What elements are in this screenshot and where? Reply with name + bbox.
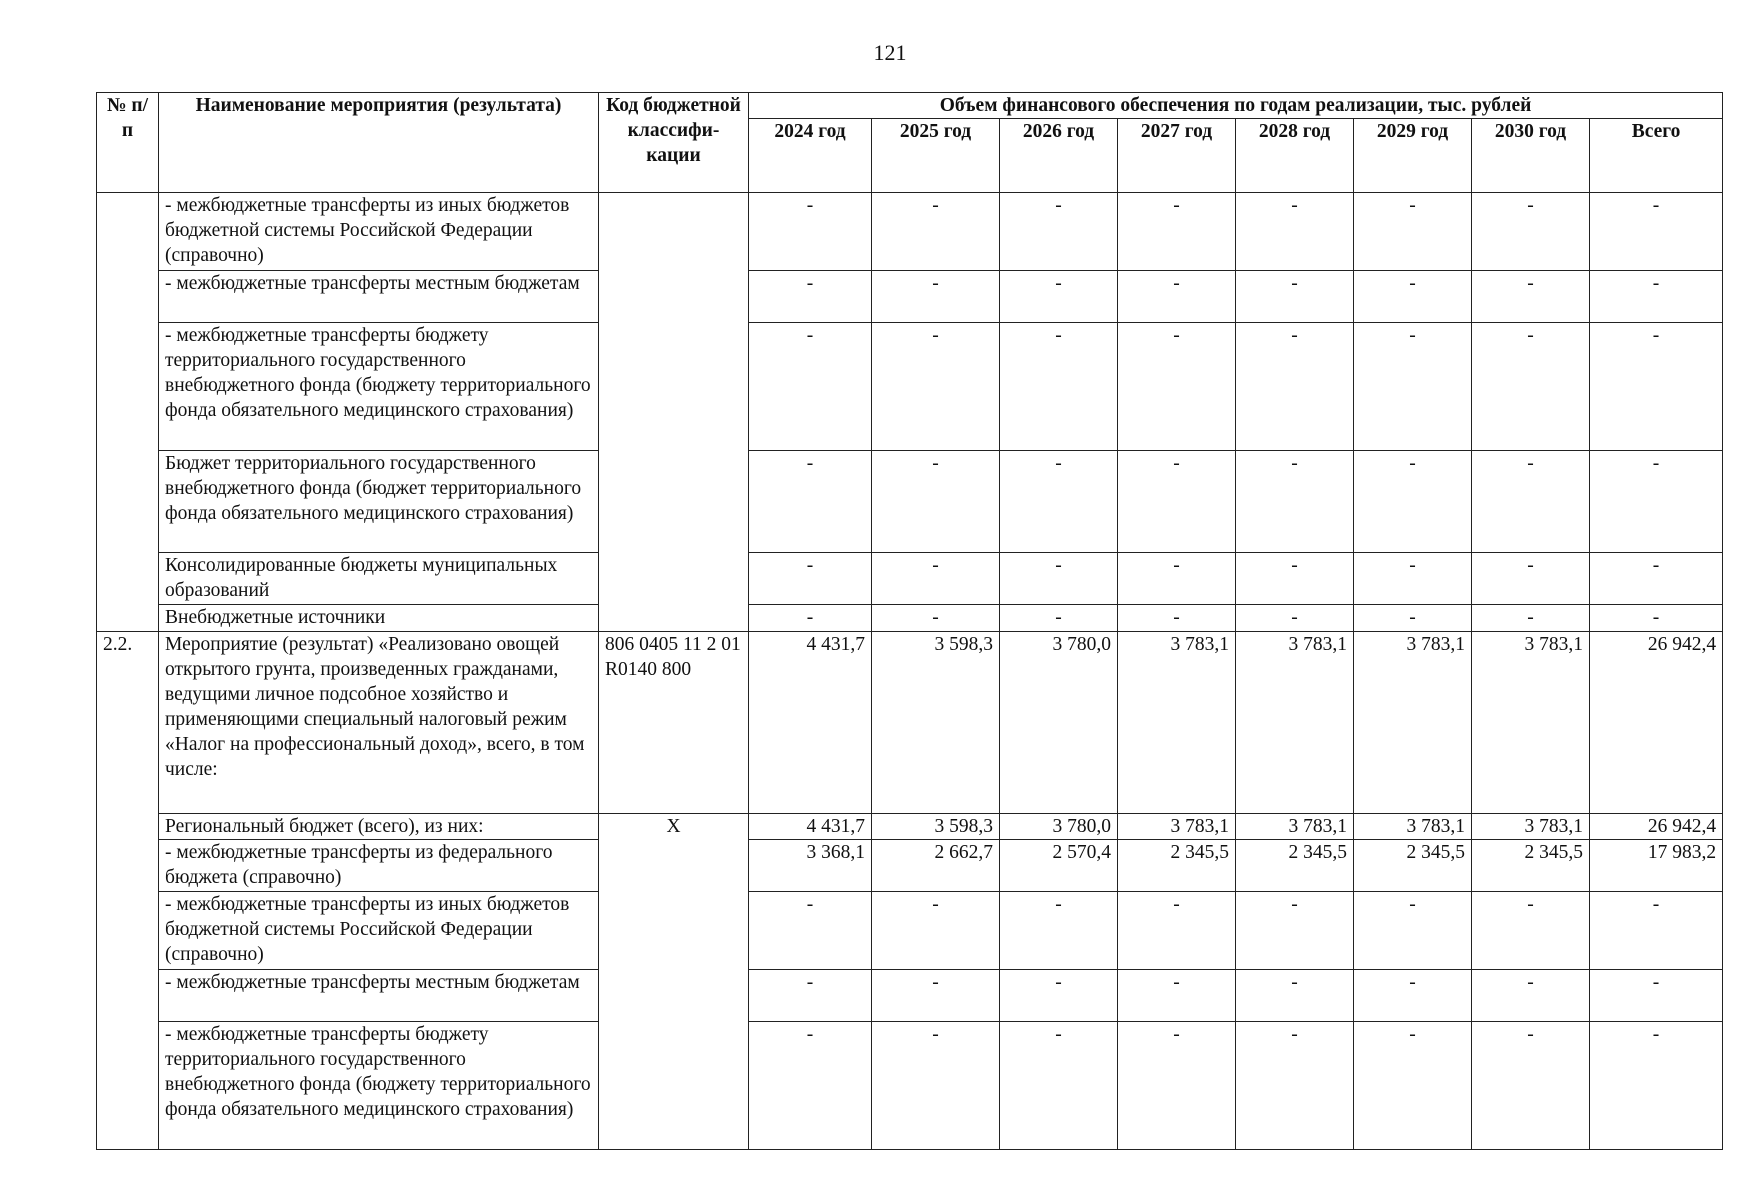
value-cell: 3 783,1 (1472, 814, 1590, 840)
header-name: Наименование мероприятия (результата) (159, 93, 599, 193)
value-cell: - (1236, 605, 1354, 632)
value-cell: - (1354, 1022, 1472, 1150)
header-year: 2024 год (749, 119, 872, 193)
value-cell: - (1590, 605, 1723, 632)
value-cell: 4 431,7 (749, 814, 872, 840)
value-cell: 3 780,0 (1000, 814, 1118, 840)
value-cell: - (1354, 193, 1472, 271)
table-row (97, 892, 1723, 970)
table-row (97, 840, 1723, 892)
value-cell: - (872, 193, 1000, 271)
header-year: 2029 год (1354, 119, 1472, 193)
value-cell: - (1590, 323, 1723, 451)
value-cell: 3 783,1 (1354, 814, 1472, 840)
value-cell: - (1354, 970, 1472, 1022)
value-cell: - (1118, 892, 1236, 970)
value-cell: - (749, 193, 872, 271)
row-name: - межбюджетные трансферты бюджету территориального государственного внебюджетного фонда (бюджету территориального фонда обязательного медицинского страхования) (159, 323, 599, 451)
value-cell: - (1590, 1022, 1723, 1150)
value-cell: 3 783,1 (1118, 632, 1236, 814)
value-cell: 3 368,1 (749, 840, 872, 892)
value-cell: 17 983,2 (1590, 840, 1723, 892)
value-cell: - (872, 271, 1000, 323)
value-cell: 2 345,5 (1354, 840, 1472, 892)
value-cell: 3 783,1 (1236, 814, 1354, 840)
value-cell: 4 431,7 (749, 632, 872, 814)
value-cell: - (1472, 553, 1590, 605)
header-number: № п/п (97, 93, 159, 193)
value-cell: - (749, 451, 872, 553)
value-cell: - (1236, 892, 1354, 970)
value-cell: - (872, 1022, 1000, 1150)
value-cell: - (1236, 193, 1354, 271)
value-cell: 3 783,1 (1354, 632, 1472, 814)
value-cell: - (872, 553, 1000, 605)
row-number (97, 193, 159, 632)
value-cell: - (1354, 451, 1472, 553)
value-cell: - (1590, 892, 1723, 970)
header-total: Всего (1590, 119, 1723, 193)
row-name: Консолидированные бюджеты муниципальных образований (159, 553, 599, 605)
row-name: - межбюджетные трансферты местным бюджетам (159, 970, 599, 1022)
row-name: - межбюджетные трансферты бюджету территориального государственного внебюджетного фонда (бюджету территориального фонда обязательного медицинского страхования) (159, 1022, 599, 1150)
value-cell: - (1472, 892, 1590, 970)
value-cell: - (749, 323, 872, 451)
table-row (97, 1022, 1723, 1150)
value-cell: - (1590, 451, 1723, 553)
header-code: Код бюджетной классифи-кации (599, 93, 749, 193)
row-code: 806 0405 11 2 01 R0140 800 (599, 632, 749, 814)
value-cell: - (872, 323, 1000, 451)
value-cell: - (1236, 271, 1354, 323)
value-cell: - (1118, 323, 1236, 451)
value-cell: - (1118, 553, 1236, 605)
value-cell: - (749, 605, 872, 632)
table-row (97, 451, 1723, 553)
row-name: - межбюджетные трансферты местным бюджетам (159, 271, 599, 323)
header-year: 2030 год (1472, 119, 1590, 193)
table-row (97, 605, 1723, 632)
value-cell: - (749, 970, 872, 1022)
value-cell: - (1000, 892, 1118, 970)
table-row (97, 271, 1723, 323)
value-cell: - (1000, 970, 1118, 1022)
row-name: Внебюджетные источники (159, 605, 599, 632)
row-name: Бюджет территориального государственного внебюджетного фонда (бюджет территориального фонда обязательного медицинского страхования) (159, 451, 599, 553)
value-cell: - (1472, 193, 1590, 271)
funding-table (96, 92, 1723, 1150)
value-cell: 2 662,7 (872, 840, 1000, 892)
value-cell: - (1236, 323, 1354, 451)
value-cell: - (1118, 970, 1236, 1022)
value-cell: - (1000, 193, 1118, 271)
value-cell: - (1118, 1022, 1236, 1150)
value-cell: - (1590, 193, 1723, 271)
value-cell: - (1354, 553, 1472, 605)
table-row (97, 553, 1723, 605)
value-cell: 3 598,3 (872, 632, 1000, 814)
table-row (97, 632, 1723, 814)
value-cell: 3 783,1 (1118, 814, 1236, 840)
value-cell: - (1590, 553, 1723, 605)
header-year: 2028 год (1236, 119, 1354, 193)
value-cell: - (1354, 892, 1472, 970)
value-cell: 3 783,1 (1236, 632, 1354, 814)
value-cell: - (749, 271, 872, 323)
value-cell: - (872, 451, 1000, 553)
value-cell: - (749, 553, 872, 605)
value-cell: - (1354, 323, 1472, 451)
value-cell: - (1472, 451, 1590, 553)
value-cell: - (1000, 605, 1118, 632)
value-cell: - (1590, 271, 1723, 323)
value-cell: - (1472, 970, 1590, 1022)
value-cell: - (872, 892, 1000, 970)
row-name: Мероприятие (результат) «Реализовано овощей открытого грунта, произведенных гражданами, ведущими личное подсобное хозяйство и применяющими специальный налоговый режим «Налог на профессиональный доход», всего, в том числе: (159, 632, 599, 814)
table-header (97, 93, 1723, 193)
value-cell: - (1000, 1022, 1118, 1150)
value-cell: - (1472, 323, 1590, 451)
value-cell: 26 942,4 (1590, 632, 1723, 814)
row-name: Региональный бюджет (всего), из них: (159, 814, 599, 840)
value-cell: - (749, 892, 872, 970)
row-name: - межбюджетные трансферты из иных бюджетов бюджетной системы Российской Федерации (справочно) (159, 193, 599, 271)
value-cell: - (1354, 271, 1472, 323)
value-cell: - (1000, 451, 1118, 553)
value-cell: 3 783,1 (1472, 632, 1590, 814)
value-cell: - (1118, 271, 1236, 323)
table-row (97, 323, 1723, 451)
row-name: - межбюджетные трансферты из иных бюджетов бюджетной системы Российской Федерации (справочно) (159, 892, 599, 970)
value-cell: - (1472, 605, 1590, 632)
value-cell: - (1000, 323, 1118, 451)
value-cell: - (1236, 451, 1354, 553)
value-cell: 2 345,5 (1236, 840, 1354, 892)
value-cell: - (749, 1022, 872, 1150)
value-cell: - (1236, 553, 1354, 605)
value-cell: - (1590, 970, 1723, 1022)
value-cell: 2 570,4 (1000, 840, 1118, 892)
value-cell: 3 598,3 (872, 814, 1000, 840)
value-cell: - (1472, 1022, 1590, 1150)
value-cell: 2 345,5 (1118, 840, 1236, 892)
header-funding: Объем финансового обеспечения по годам реализации, тыс. рублей (749, 93, 1723, 119)
value-cell: - (1118, 451, 1236, 553)
value-cell: - (872, 970, 1000, 1022)
value-cell: - (1354, 605, 1472, 632)
table-row (97, 193, 1723, 271)
page-number: 121 (873, 40, 907, 65)
value-cell: 26 942,4 (1590, 814, 1723, 840)
value-cell: - (1000, 271, 1118, 323)
row-name: - межбюджетные трансферты из федерального бюджета (справочно) (159, 840, 599, 892)
table-row (97, 970, 1723, 1022)
value-cell: - (1236, 1022, 1354, 1150)
row-code (599, 193, 749, 632)
value-cell: - (872, 605, 1000, 632)
row-code: X (599, 814, 749, 1150)
value-cell: - (1000, 553, 1118, 605)
table-row (97, 814, 1723, 840)
value-cell: - (1118, 605, 1236, 632)
header-year: 2027 год (1118, 119, 1236, 193)
value-cell: - (1472, 271, 1590, 323)
row-number: 2.2. (97, 632, 159, 1150)
value-cell: - (1236, 970, 1354, 1022)
value-cell: - (1118, 193, 1236, 271)
header-year: 2026 год (1000, 119, 1118, 193)
value-cell: 2 345,5 (1472, 840, 1590, 892)
value-cell: 3 780,0 (1000, 632, 1118, 814)
header-year: 2025 год (872, 119, 1000, 193)
